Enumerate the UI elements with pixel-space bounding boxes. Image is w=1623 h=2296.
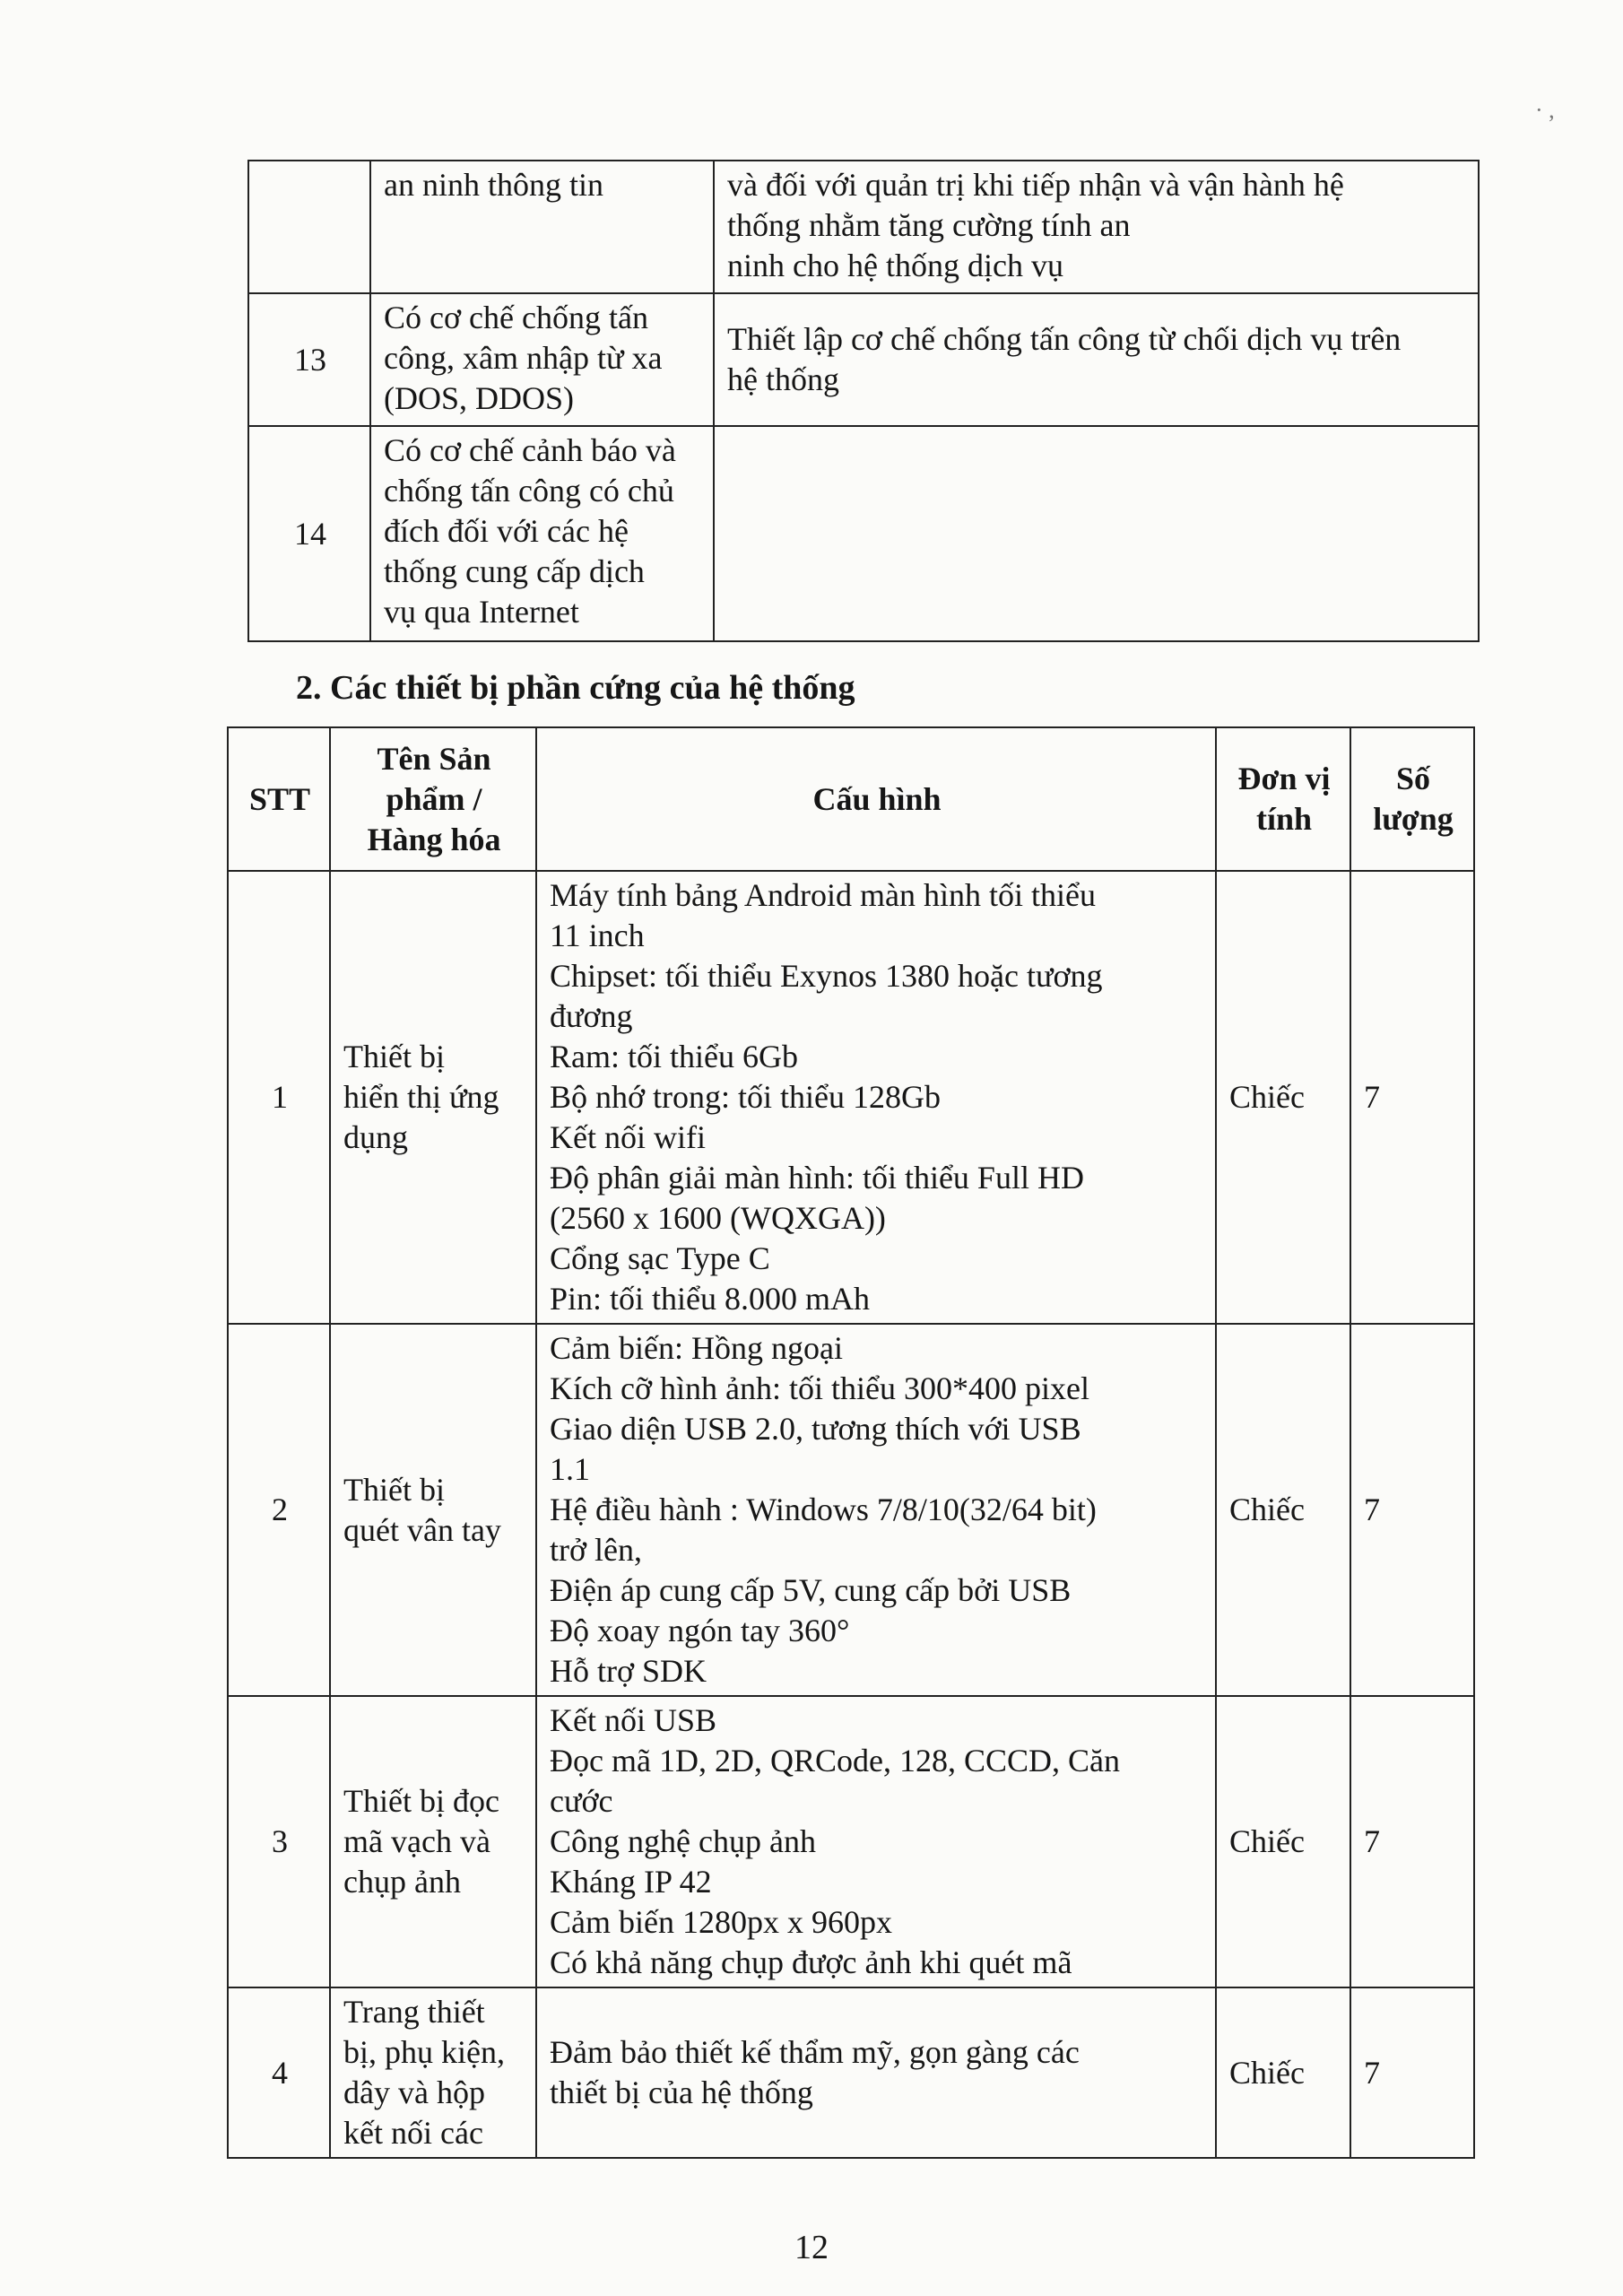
cell-config: Kết nối USB Đọc mã 1D, 2D, QRCode, 128, CCCD, Căn cước Công nghệ chụp ảnh Kháng IP 42 Cảm biến 1280px x 960px Có khả năng chụp được ảnh khi quét mã [536,1696,1216,1987]
cell-unit: Chiếc [1216,1696,1350,1987]
cell-stt: 1 [228,871,330,1324]
header-name: Tên Sản phẩm / Hàng hóa [330,727,536,871]
section-heading: 2. Các thiết bị phần cứng của hệ thống [296,669,855,707]
row-item: Có cơ chế cảnh báo và chống tấn công có chủ đích đối với các hệ thống cung cấp dịch vụ qua Internet [370,426,714,641]
cell-name: Thiết bị đọc mã vạch và chụp ảnh [330,1696,536,1987]
table-row [248,293,1479,426]
header-unit: Đơn vị tính [1216,727,1350,871]
row-item: an ninh thông tin [370,161,714,293]
cell-name: Thiết bị hiển thị ứng dụng [330,871,536,1324]
cell-config: Cảm biến: Hồng ngoại Kích cỡ hình ảnh: tối thiểu 300*400 pixel Giao diện USB 2.0, tương thích với USB 1.1 Hệ điều hành : Windows 7/8/10(32/64 bit) trở lên, Điện áp cung cấp 5V, cung cấp bởi USB Độ xoay ngón tay 360° Hỗ trợ SDK [536,1324,1216,1696]
row-stt: 13 [248,293,370,426]
hardware-table [227,726,1475,2159]
table-row [228,871,1474,1324]
cell-unit: Chiếc [1216,1987,1350,2158]
cell-stt: 2 [228,1324,330,1696]
scan-corner-mark: · , [1535,97,1555,123]
security-requirements-table [247,160,1480,642]
header-config: Cấu hình [536,727,1216,871]
table-row [228,1324,1474,1696]
cell-qty: 7 [1350,871,1474,1324]
cell-stt: 3 [228,1696,330,1987]
row-desc: và đối với quản trị khi tiếp nhận và vận hành hệ thống nhằm tăng cường tính an ninh cho hệ thống dịch vụ [714,161,1479,293]
header-qty: Số lượng [1350,727,1474,871]
row-desc [714,426,1479,641]
cell-stt: 4 [228,1987,330,2158]
cell-unit: Chiếc [1216,871,1350,1324]
cell-config: Đảm bảo thiết kế thẩm mỹ, gọn gàng các thiết bị của hệ thống [536,1987,1216,2158]
table-header-row [228,727,1474,871]
cell-config: Máy tính bảng Android màn hình tối thiểu 11 inch Chipset: tối thiểu Exynos 1380 hoặc tương đương Ram: tối thiểu 6Gb Bộ nhớ trong: tối thiểu 128Gb Kết nối wifi Độ phân giải màn hình: tối thiểu Full HD (2560 x 1600 (WQXGA)) Cổng sạc Type C Pin: tối thiểu 8.000 mAh [536,871,1216,1324]
cell-unit: Chiếc [1216,1324,1350,1696]
row-item: Có cơ chế chống tấn công, xâm nhập từ xa (DOS, DDOS) [370,293,714,426]
table-row [248,161,1479,293]
cell-name: Thiết bị quét vân tay [330,1324,536,1696]
table-row [228,1696,1474,1987]
row-desc: Thiết lập cơ chế chống tấn công từ chối dịch vụ trên hệ thống [714,293,1479,426]
header-stt: STT [228,727,330,871]
page-number: 12 [794,2229,829,2266]
row-stt [248,161,370,293]
cell-qty: 7 [1350,1696,1474,1987]
cell-qty: 7 [1350,1324,1474,1696]
row-stt: 14 [248,426,370,641]
cell-name: Trang thiết bị, phụ kiện, dây và hộp kết nối các [330,1987,536,2158]
cell-qty: 7 [1350,1987,1474,2158]
table-row [228,1987,1474,2158]
table-row [248,426,1479,641]
